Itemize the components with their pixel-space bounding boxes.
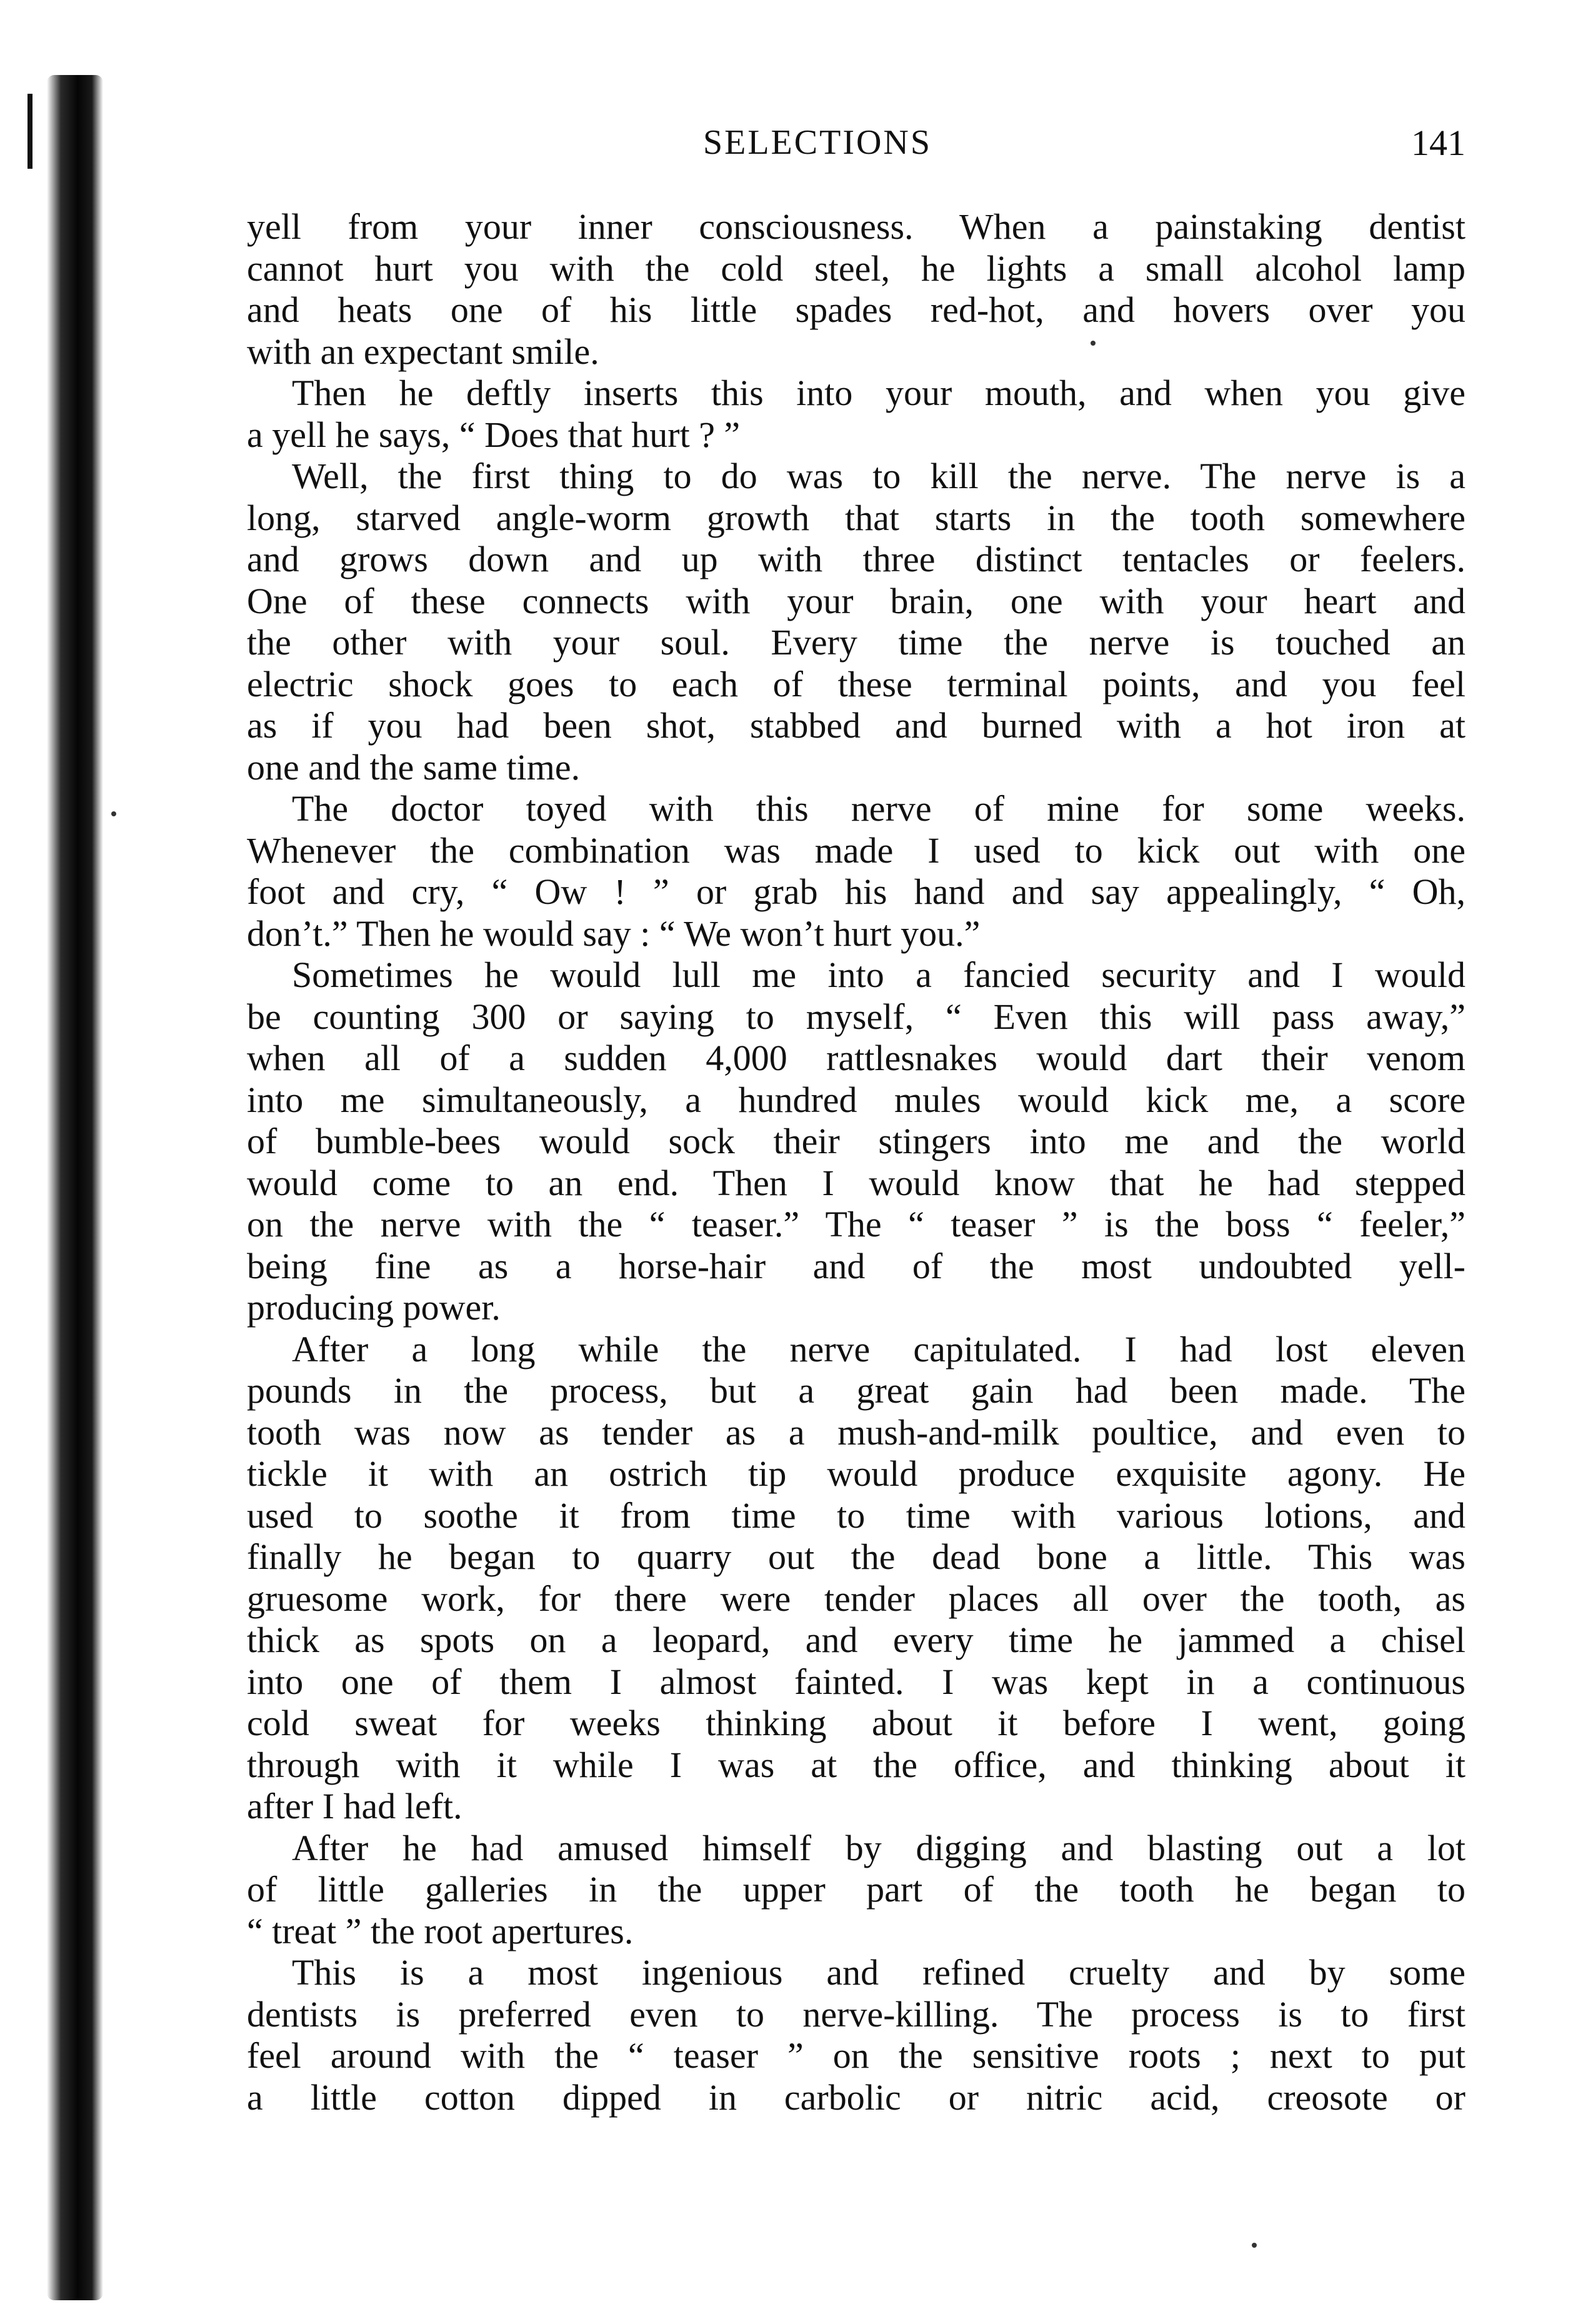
text-line: after I had left. [247, 1786, 462, 1826]
paragraph [247, 1828, 1466, 1953]
text-line: One of these connects with your brain, one with your heart and [247, 580, 1466, 621]
paragraph [247, 1329, 1466, 1828]
text-line: with an expectant smile. [247, 331, 599, 372]
paragraph [247, 206, 1466, 373]
page-header [247, 113, 1466, 188]
text-line: be counting 300 or saying to myself, “ Even this will pass away,” [247, 996, 1466, 1037]
text-line: “ treat ” the root apertures. [247, 1910, 634, 1951]
text-line: gruesome work, for there were tender places all over the tooth, as [247, 1578, 1466, 1619]
text-line: Whenever the combination was made I used to kick out with one [247, 829, 1466, 871]
paragraph [247, 1952, 1466, 2118]
text-line: of bumble-bees would sock their stingers into me and the world [247, 1121, 1466, 1161]
print-speck [111, 811, 116, 816]
text-line: into one of them I almost fainted. I was kept in a continuous [247, 1661, 1466, 1702]
print-speck [1091, 341, 1096, 346]
text-line: don’t.” Then he would say : “ We won’t hurt you.” [247, 913, 981, 954]
text-line: producing power. [247, 1287, 501, 1328]
page-number: 141 [1411, 123, 1466, 163]
text-line: as if you had been shot, stabbed and burned with a hot iron at [247, 705, 1466, 746]
text-line: pounds in the process, but a great gain had been made. The [247, 1370, 1466, 1411]
text-line: a little cotton dipped in carbolic or nitric acid, creosote or [247, 2076, 1466, 2118]
text-line: tooth was now as tender as a mush-and-milk poultice, and even to [247, 1411, 1466, 1453]
body-text [247, 206, 1466, 2118]
paragraph [247, 373, 1466, 456]
text-line: feel around with the “ teaser ” on the sensitive roots ; next to put [247, 2035, 1466, 2076]
text-line: After he had amused himself by digging and blasting out a lot [292, 1827, 1466, 1868]
text-line: Sometimes he would lull me into a fancied security and I would [292, 954, 1466, 995]
text-line: and grows down and up with three distinct tentacles or feelers. [247, 539, 1466, 579]
text-line: cannot hurt you with the cold steel, he lights a small alcohol lamp [247, 248, 1466, 289]
text-line: into me simultaneously, a hundred mules would kick me, a score [247, 1079, 1466, 1120]
text-line: would come to an end. Then I would know that he had stepped [247, 1162, 1466, 1203]
text-line: thick as spots on a leopard, and every time he jammed a chisel [247, 1620, 1466, 1660]
binding-shadow [47, 75, 103, 2300]
text-line: finally he began to quarry out the dead bone a little. This was [247, 1536, 1466, 1577]
running-head: SELECTIONS [703, 123, 932, 162]
text-line: when all of a sudden 4,000 rattlesnakes would dart their venom [247, 1038, 1466, 1078]
text-line: tickle it with an ostrich tip would produce exquisite agony. He [247, 1453, 1466, 1494]
text-line: one and the same time. [247, 746, 581, 788]
paragraph [247, 456, 1466, 788]
text-line: being fine as a horse-hair and of the most undoubted yell- [247, 1245, 1466, 1286]
text-line: dentists is preferred even to nerve-killing. The process is to first [247, 1993, 1466, 2035]
binding-gutter [0, 0, 125, 2324]
text-line: yell from your inner consciousness. When a painstaking dentist [247, 206, 1466, 247]
text-line: Then he deftly inserts this into your mouth, and when you give [292, 373, 1466, 413]
text-line: foot and cry, “ Ow ! ” or grab his hand and say appealingly, “ Oh, [247, 871, 1466, 912]
print-speck [1252, 2243, 1257, 2248]
text-line: After a long while the nerve capitulated. I had lost eleven [292, 1328, 1466, 1370]
text-line: the other with your soul. Every time the nerve is touched an [247, 622, 1466, 663]
text-line: cold sweat for weeks thinking about it before I went, going [247, 1703, 1466, 1743]
text-line: long, starved angle-worm growth that starts in the tooth somewhere [247, 497, 1466, 538]
paragraph [247, 954, 1466, 1329]
text-line: This is a most ingenious and refined cruelty and by some [292, 1952, 1466, 1993]
binding-mark [27, 94, 32, 169]
text-line: and heats one of his little spades red-hot, and hovers over you [247, 289, 1466, 330]
text-line: used to soothe it from time to time with various lotions, and [247, 1495, 1466, 1536]
text-line: on the nerve with the “ teaser.” The “ teaser ” is the boss “ feeler,” [247, 1204, 1466, 1245]
text-line: a yell he says, “ Does that hurt ? ” [247, 414, 741, 455]
text-line: through with it while I was at the office, and thinking about it [247, 1744, 1466, 1785]
text-line: of little galleries in the upper part of the tooth he began to [247, 1869, 1466, 1910]
text-line: electric shock goes to each of these terminal points, and you feel [247, 663, 1466, 704]
text-line: The doctor toyed with this nerve of mine for some weeks. [292, 788, 1466, 829]
text-line: Well, the first thing to do was to kill the nerve. The nerve is a [292, 456, 1466, 496]
paragraph [247, 788, 1466, 954]
